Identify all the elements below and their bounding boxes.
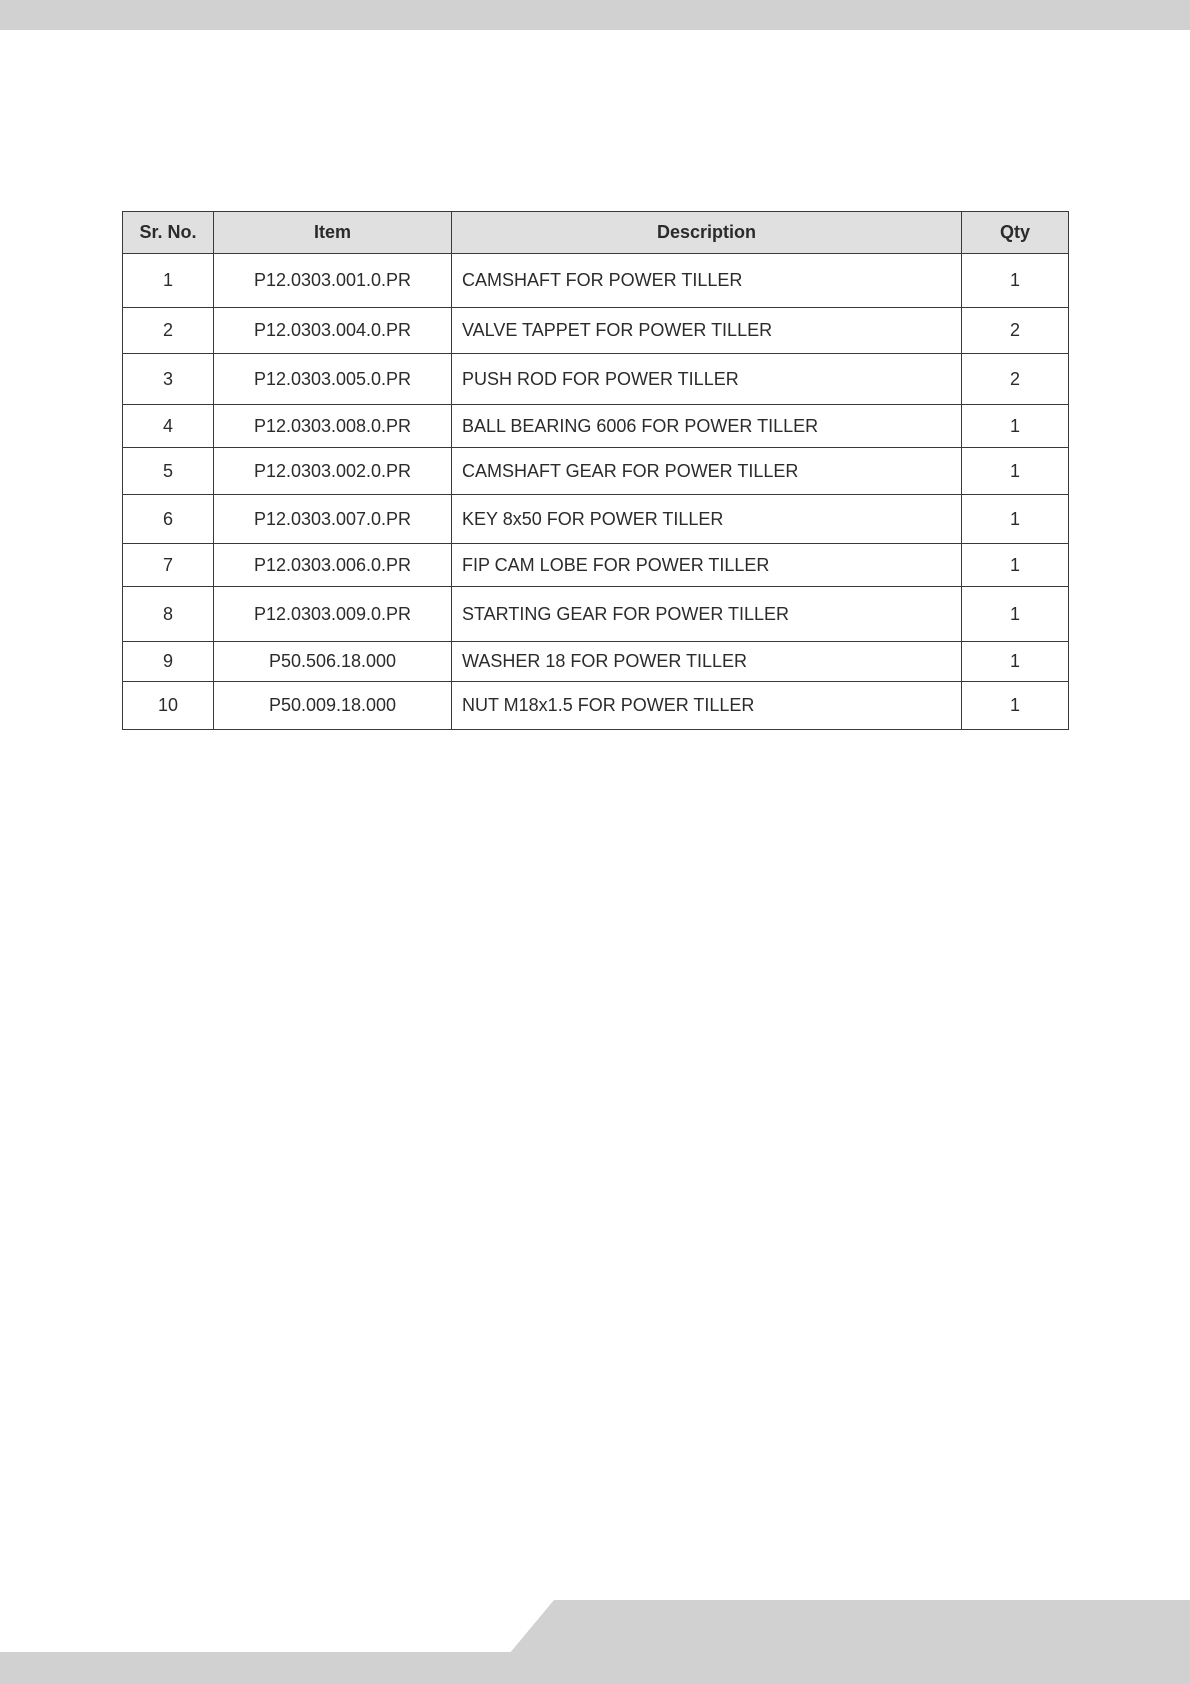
cell-description: BALL BEARING 6006 FOR POWER TILLER <box>452 405 962 448</box>
table-header-row <box>123 212 1069 254</box>
cell-description: CAMSHAFT FOR POWER TILLER <box>452 254 962 308</box>
cell-qty: 1 <box>962 448 1069 495</box>
table-row <box>123 587 1069 642</box>
cell-sr-no: 9 <box>123 642 214 682</box>
cell-item-code: P12.0303.009.0.PR <box>214 587 452 642</box>
table-row <box>123 405 1069 448</box>
cell-qty: 2 <box>962 308 1069 354</box>
cell-qty: 1 <box>962 254 1069 308</box>
cell-sr-no: 2 <box>123 308 214 354</box>
table-row <box>123 642 1069 682</box>
cell-sr-no: 5 <box>123 448 214 495</box>
cell-qty: 1 <box>962 544 1069 587</box>
parts-table <box>122 211 1069 730</box>
footer-decoration <box>0 1600 1190 1684</box>
cell-sr-no: 6 <box>123 495 214 544</box>
table-row <box>123 682 1069 730</box>
table-row <box>123 254 1069 308</box>
cell-sr-no: 4 <box>123 405 214 448</box>
cell-description: STARTING GEAR FOR POWER TILLER <box>452 587 962 642</box>
cell-item-code: P50.009.18.000 <box>214 682 452 730</box>
table-row <box>123 448 1069 495</box>
table-row <box>123 308 1069 354</box>
cell-sr-no: 8 <box>123 587 214 642</box>
cell-item-code: P12.0303.007.0.PR <box>214 495 452 544</box>
cell-qty: 1 <box>962 642 1069 682</box>
cell-sr-no: 1 <box>123 254 214 308</box>
cell-qty: 1 <box>962 405 1069 448</box>
table-row <box>123 544 1069 587</box>
cell-qty: 1 <box>962 587 1069 642</box>
cell-sr-no: 3 <box>123 354 214 405</box>
cell-item-code: P12.0303.001.0.PR <box>214 254 452 308</box>
cell-qty: 2 <box>962 354 1069 405</box>
cell-item-code: P12.0303.008.0.PR <box>214 405 452 448</box>
cell-sr-no: 7 <box>123 544 214 587</box>
cell-sr-no: 10 <box>123 682 214 730</box>
cell-item-code: P12.0303.004.0.PR <box>214 308 452 354</box>
cell-description: PUSH ROD FOR POWER TILLER <box>452 354 962 405</box>
cell-qty: 1 <box>962 495 1069 544</box>
header-sr-no: Sr. No. <box>123 212 214 254</box>
cell-description: VALVE TAPPET FOR POWER TILLER <box>452 308 962 354</box>
header-qty: Qty <box>962 212 1069 254</box>
table-row <box>123 354 1069 405</box>
cell-item-code: P12.0303.005.0.PR <box>214 354 452 405</box>
cell-item-code: P12.0303.002.0.PR <box>214 448 452 495</box>
top-band <box>0 0 1190 30</box>
cell-item-code: P50.506.18.000 <box>214 642 452 682</box>
cell-description: KEY 8x50 FOR POWER TILLER <box>452 495 962 544</box>
cell-description: WASHER 18 FOR POWER TILLER <box>452 642 962 682</box>
header-item: Item <box>214 212 452 254</box>
cell-description: FIP CAM LOBE FOR POWER TILLER <box>452 544 962 587</box>
footer-tab <box>484 1600 1190 1684</box>
table-row <box>123 495 1069 544</box>
header-description: Description <box>452 212 962 254</box>
cell-item-code: P12.0303.006.0.PR <box>214 544 452 587</box>
cell-qty: 1 <box>962 682 1069 730</box>
cell-description: CAMSHAFT GEAR FOR POWER TILLER <box>452 448 962 495</box>
cell-description: NUT M18x1.5 FOR POWER TILLER <box>452 682 962 730</box>
